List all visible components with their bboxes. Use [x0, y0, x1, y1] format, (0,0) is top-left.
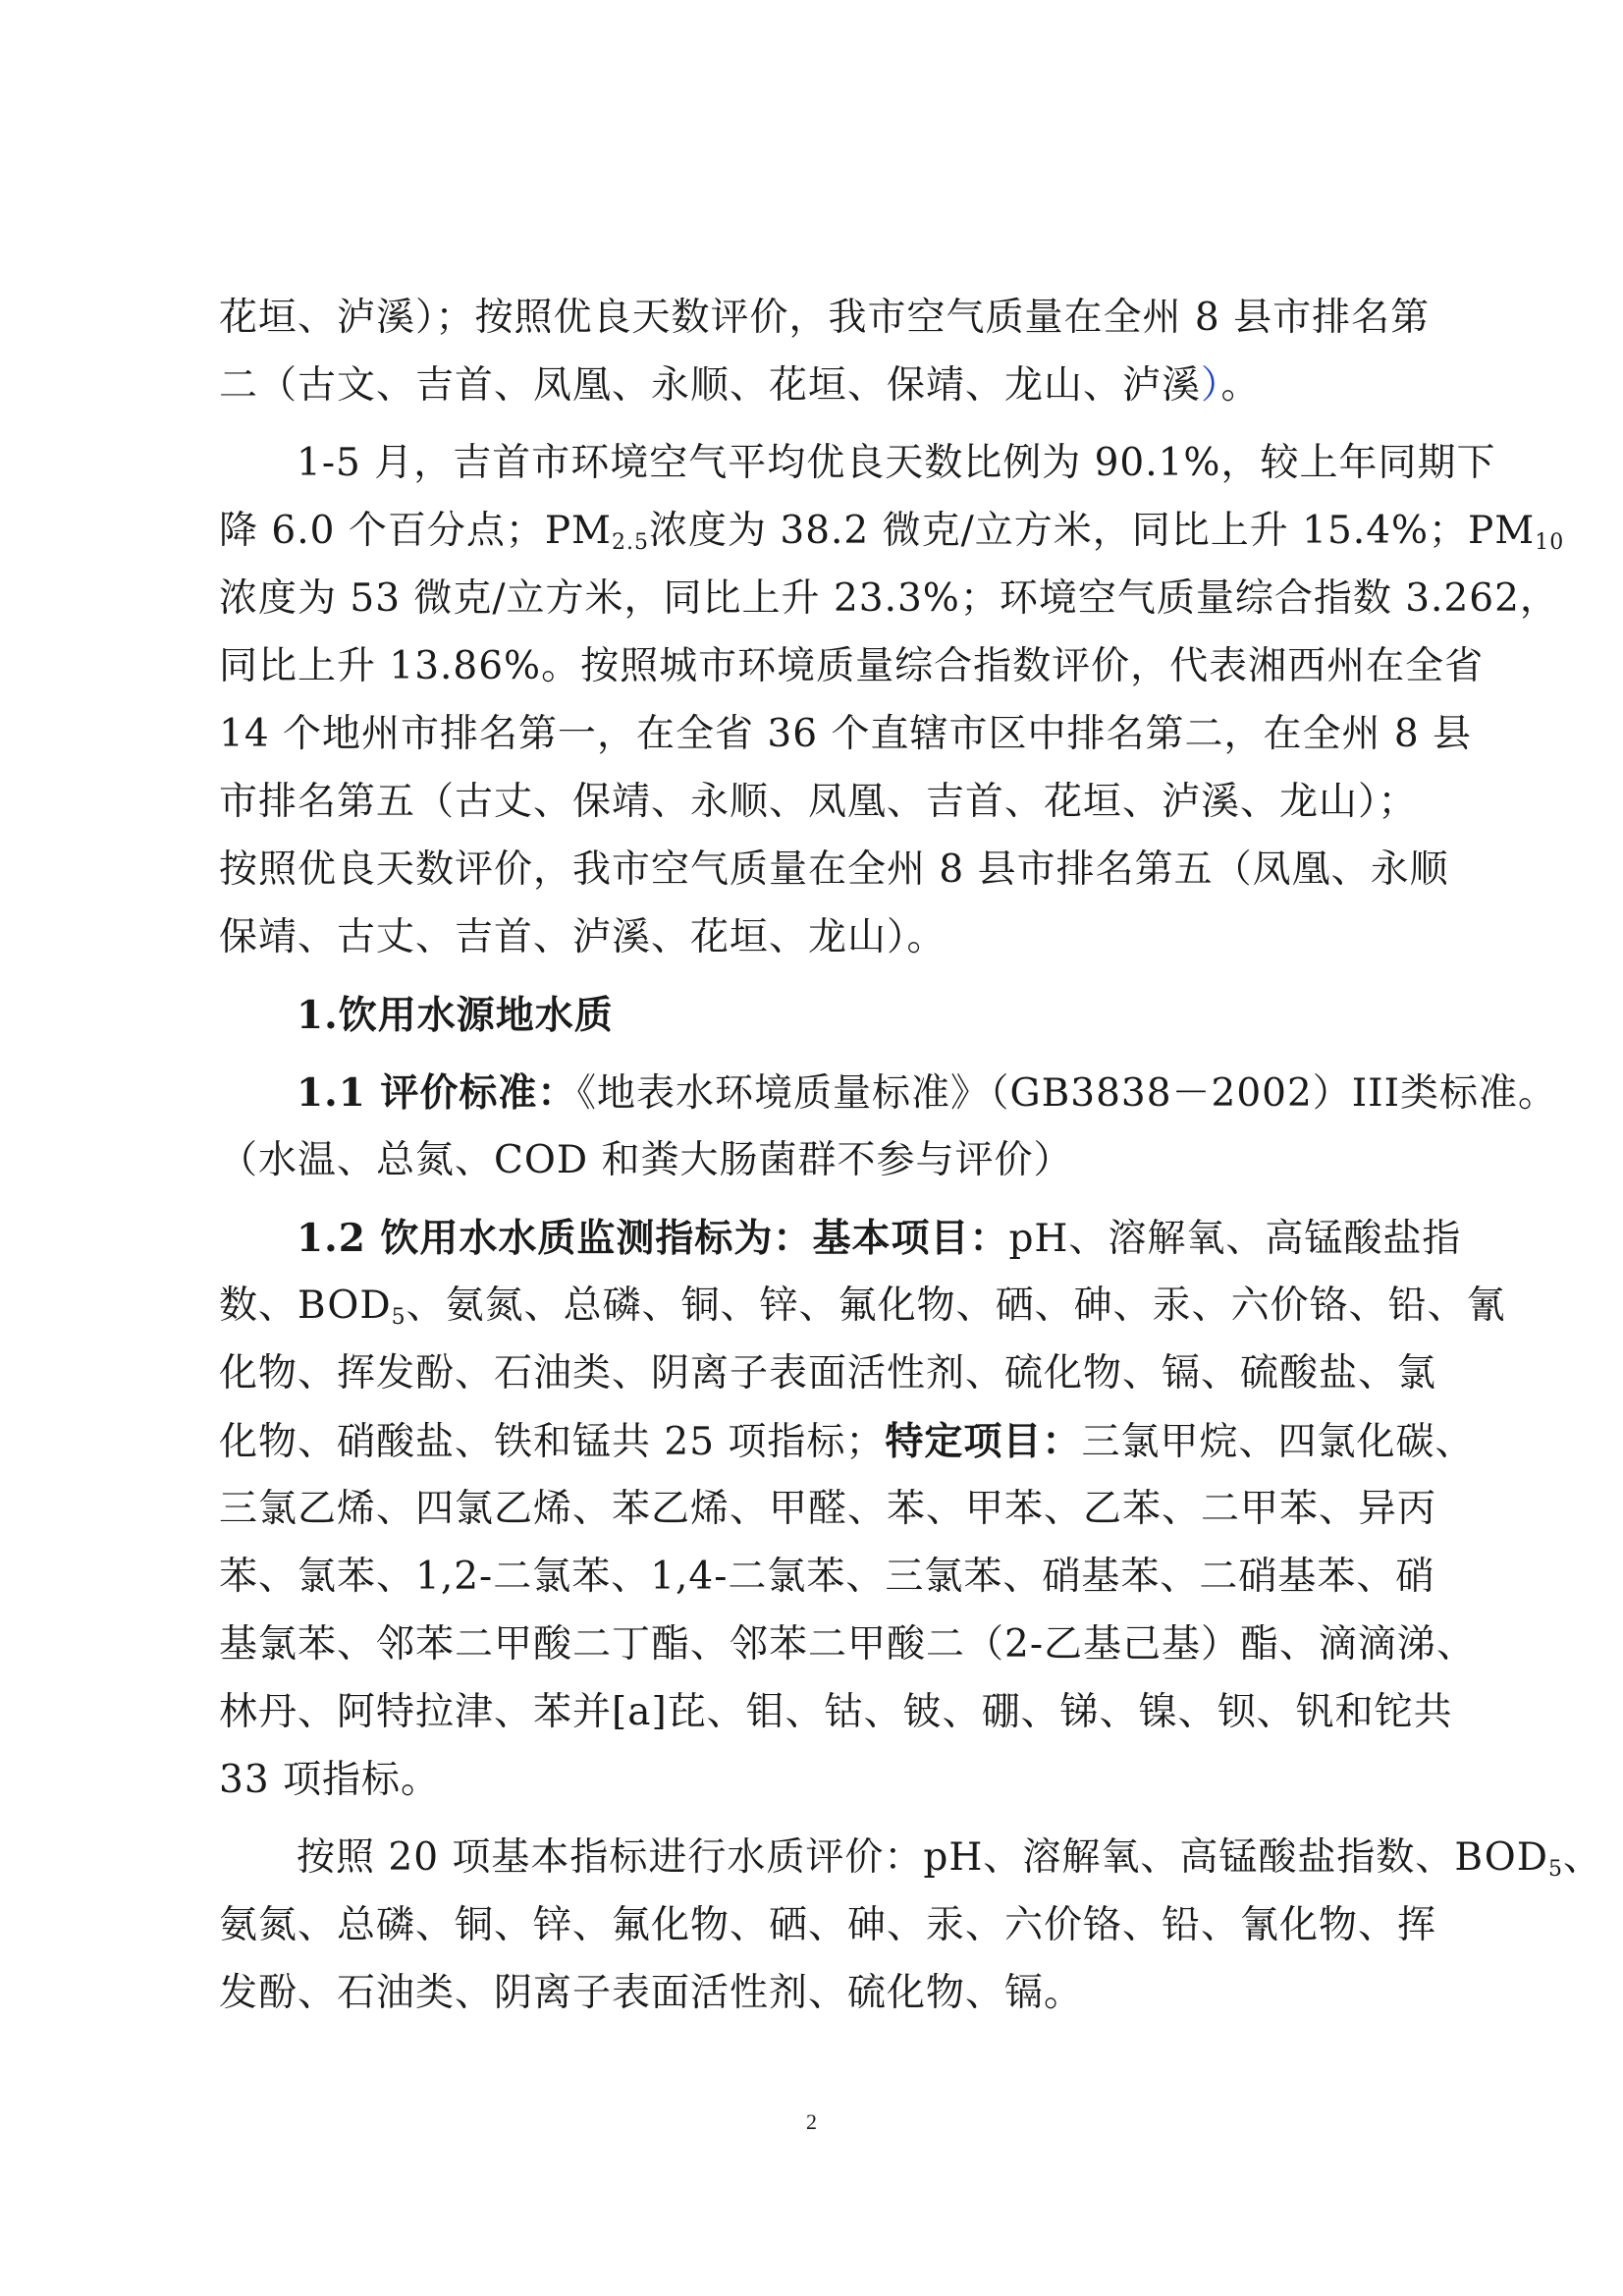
paragraph-line: 发酚、石油类、阴离子表面活性剂、硫化物、镉。 [219, 1971, 1084, 2015]
section-label: 1.1 评价标准： [297, 1070, 577, 1116]
section-label: 基本项目： [812, 1216, 1009, 1261]
paragraph-line: 氨氮、总磷、铜、锌、氟化物、硒、砷、汞、六价铬、铅、氰化物、挥 [219, 1903, 1437, 1947]
paragraph-line: 浓度为 53 微克/立方米，同比上升 23.3%；环境空气质量综合指数 3.262， [219, 576, 1559, 621]
paragraph-line: 降 6.0 个百分点；$PM_{2.5}$浓度为 38.2 微克/立方米，同比上升 15.4%；$PM_{10}$ [219, 509, 1565, 555]
paragraph-line: （水温、总氮、COD 和粪大肠菌群不参与评价） [219, 1138, 1073, 1182]
section-label: 1.2 饮用水水质监测指标为： [297, 1216, 813, 1261]
paragraph-line: 1.2 饮用水水质监测指标为：基本项目：pH、溶解氧、高锰酸盐指 [297, 1216, 1462, 1261]
paragraph-line: 苯、氯苯、1,2-二氯苯、1,4-二氯苯、三氯苯、硝基苯、二硝基苯、硝 [219, 1555, 1435, 1599]
paragraph-line: 林丹、阿特拉津、苯并[a]芘、钼、钴、铍、硼、锑、镍、钡、钒和铊共 [219, 1690, 1453, 1734]
paragraph-line: 1.1 评价标准：《地表水环境质量标准》（GB3838－2002）III类标准。 [297, 1070, 1557, 1116]
paragraph-line: 保靖、古丈、吉首、泸溪、花垣、龙山）。 [219, 915, 947, 959]
paragraph-line: 市排名第五（古丈、保靖、永顺、凤凰、吉首、花垣、泸溪、龙山）； [219, 780, 1418, 824]
paragraph-line: 同比上升 13.86%。按照城市环境质量综合指数评价，代表湘西州在全省 [219, 644, 1485, 688]
page-number: 2 [806, 2109, 817, 2134]
paragraph-line: 按照 20 项基本指标进行水质评价：pH、溶解氧、高锰酸盐指数、$BOD_5$、 [297, 1835, 1603, 1882]
paragraph-line: 数、$BOD_5$、氨氮、总磷、铜、锌、氟化物、硒、砷、汞、六价铬、铅、氰 [219, 1284, 1506, 1330]
blue-bracket: ） [1201, 363, 1221, 408]
paragraph-line: 33 项指标。 [219, 1758, 441, 1802]
section-heading: 1.饮用水源地水质 [297, 993, 614, 1038]
paragraph-line: 二（古文、吉首、凤凰、永顺、花垣、保靖、龙山、泸溪）。 [219, 363, 1261, 408]
paragraph-line: 基氯苯、邻苯二甲酸二丁酯、邻苯二甲酸二（2-乙基己基）酯、滴滴涕、 [219, 1622, 1476, 1667]
paragraph-line: 化物、挥发酚、石油类、阴离子表面活性剂、硫化物、镉、硫酸盐、氯 [219, 1351, 1437, 1395]
paragraph-line: 花垣、泸溪）；按照优良天数评价，我市空气质量在全州 8 县市排名第 [219, 296, 1431, 340]
paragraph-line: 三氯乙烯、四氯乙烯、苯乙烯、甲醛、苯、甲苯、乙苯、二甲苯、异丙 [219, 1487, 1437, 1531]
paragraph-line: 按照优良天数评价，我市空气质量在全州 8 县市排名第五（凤凰、永顺 [219, 847, 1449, 892]
paragraph-line: 14 个地州市排名第一，在全省 36 个直辖市区中排名第二，在全州 8 县 [219, 712, 1473, 756]
paragraph-line: 化物、硝酸盐、铁和锰共 25 项指标；特定项目：三氯甲烷、四氯化碳、 [219, 1419, 1475, 1464]
paragraph-line: 1-5 月，吉首市环境空气平均优良天数比例为 90.1%，较上年同期下 [297, 441, 1496, 485]
section-label: 特定项目： [885, 1419, 1082, 1464]
